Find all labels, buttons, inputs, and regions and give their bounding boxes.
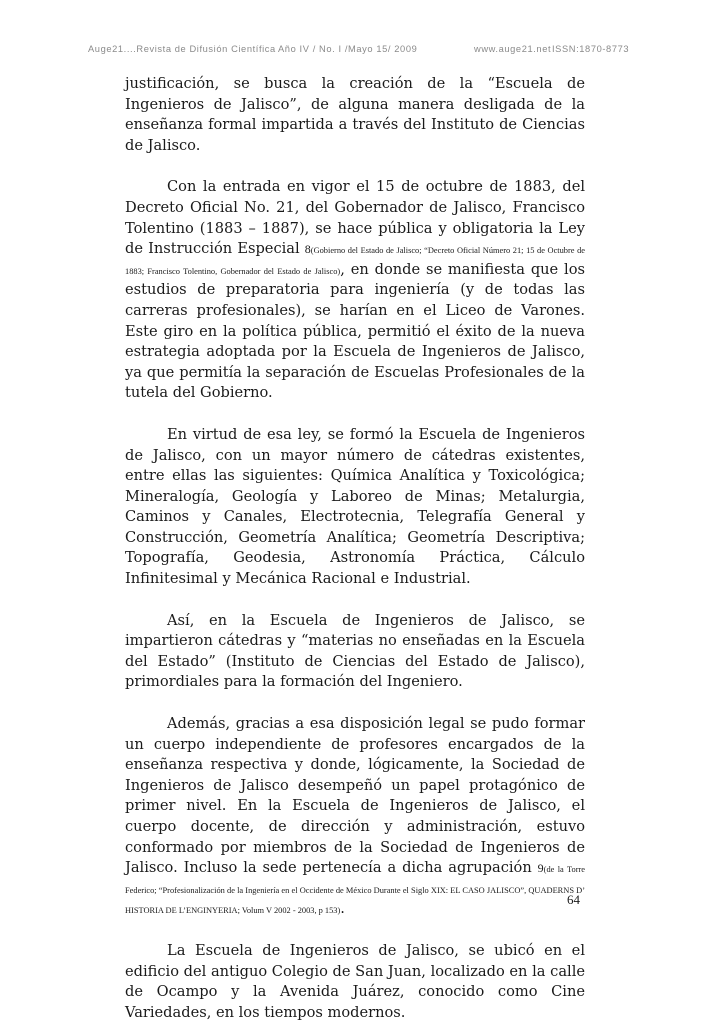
- paragraph-4: Así, en la Escuela de Ingenieros de Jalisco, se impartieron cátedras y “materias no enseñadas en la Escuela del Estado” (Instituto de Ciencias del Estado de Jalisco), primordiales para la formación del Ingeniero.: [125, 611, 585, 691]
- paragraph-3: En virtud de esa ley, se formó la Escuela de Ingenieros de Jalisco, con un mayor número de cátedras existentes, entre ellas las siguientes: Química Analítica y Toxicológica; Mineralogía, Geología y Laboreo de Minas; Metalurgia, Caminos y Canales, Electrotecnia, Telegrafía General y Construcción, Geometría Analítica; Geometría Descriptiva; Topografía, Geodesia, Astronomía Práctica, Cálculo Infinitesimal y Mecánica Racional e Industrial.: [125, 425, 585, 588]
- paragraph-2: [125, 177, 585, 404]
- journal-name: Auge21....Revista de Difusión Científica: [88, 44, 276, 54]
- footnote-9-number: 9: [537, 861, 544, 876]
- footnote-8-number: 8: [304, 242, 311, 257]
- paragraph-5-text-a: Además, gracias a esa disposición legal se pudo formar un cuerpo independiente de profesores encargados de la enseñanza respectiva y donde, lógicamente, la Sociedad de Ingenieros de Jalisco desempeñó un papel protagónico de primer nivel. En la Escuela de Ingenieros de Jalisco, el cuerpo docente, de dirección y administración, estuvo conformado por miembros de la Sociedad de Ingenieros de Jalisco. Incluso la sede pertenecía a dicha agrupación: [125, 715, 585, 877]
- paragraph-2-text-b: , en donde se manifiesta que los estudios de preparatoria para ingeniería (y de todas las carreras profesionales), se harían en el Liceo de Varones. Este giro en la política pública, permitió el éxito de la nueva estrategia adoptada por la Escuela de Ingenieros de Jalisco, ya que permitía la separación de Escuelas Profesionales de la tutela del Gobierno.: [125, 260, 585, 402]
- website-link[interactable]: www.auge21.net: [474, 44, 552, 54]
- footnote-8-text: (Gobierno del Estado de Jalisco; “Decreto Oficial Número 21; 15 de Octubre de 1883; Francisco Tolentino, Gobernador del Estado de Jalisco): [125, 246, 585, 276]
- paragraph-2-text-a: Con la entrada en vigor el 15 de octubre de 1883, del Decreto Oficial No. 21, del Gobernador de Jalisco, Francisco Tolentino (1883 – 1887), se hace pública y obligatoria la Ley de Instrucción Especial: [125, 178, 585, 258]
- issn: ISSN:1870-8773: [552, 44, 630, 54]
- paragraph-5: [125, 714, 585, 920]
- paragraph-1: justificación, se busca la creación de la “Escuela de Ingenieros de Jalisco”, de alguna manera desligada de la enseñanza formal impartida a través del Instituto de Ciencias de Jalisco.: [125, 75, 585, 154]
- footnote-9-text: (de la Torre Federico; “Profesionalización de la Ingeniería en el Occidente de México Durante el Siglo XIX: EL CASO JALISCO”, QUADERNS D’ HISTORIA DE L’ENGINYERIA; Volum V 2002 - 2003, p 153): [125, 865, 586, 916]
- issue-info: Año IV / No. I /Mayo 15/ 2009: [278, 44, 418, 54]
- paragraph-5-text-b: .: [340, 900, 345, 918]
- paragraph-6: La Escuela de Ingenieros de Jalisco, se ubicó en el edificio del antiguo Colegio de San Juan, localizado en la calle de Ocampo y la Avenida Juárez, conocido como Cine Variedades, en los tiempos modernos.: [125, 941, 585, 1021]
- page-body: [125, 74, 585, 1023]
- running-header: [0, 44, 728, 60]
- page-number: 64: [567, 892, 580, 907]
